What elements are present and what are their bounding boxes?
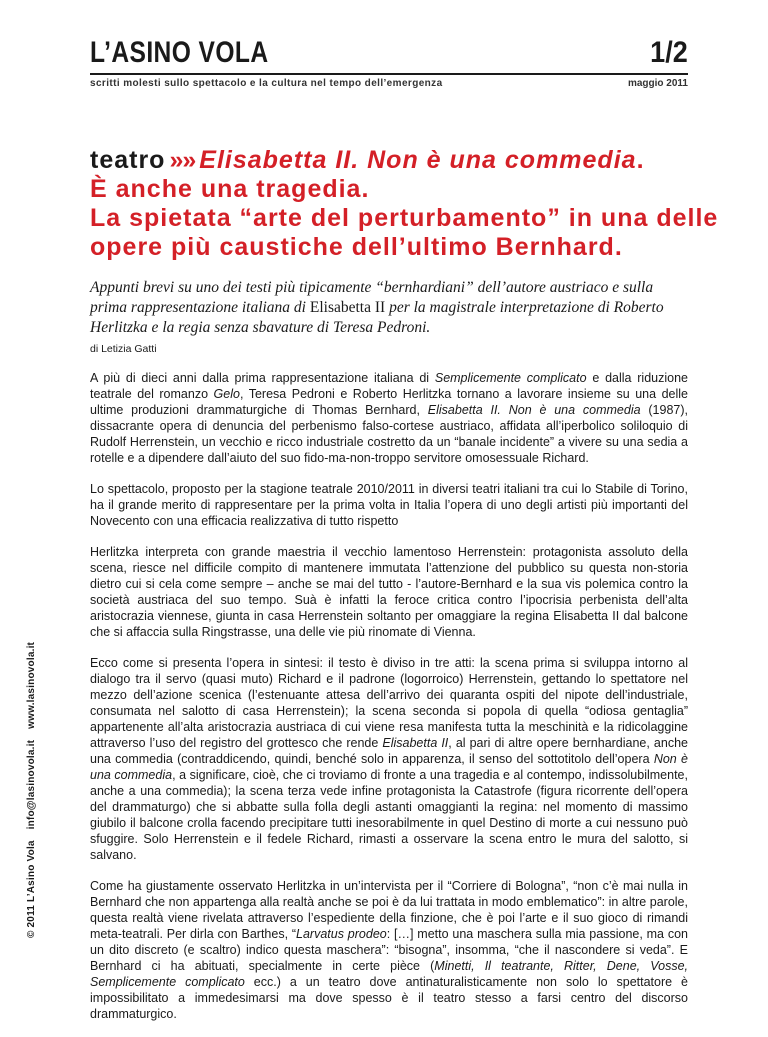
paragraph-3: Herlitzka interpreta con grande maestria il vecchio lamentoso Herrenstein: protagonista assoluto della scena, riesce nel difficile compito di mantenere immutata l’attenzione del pubblico su questa non-storia dietro cui si cela come sempre – anche se mai del tutto - l’autore-Bernhard e la sua vis polemica contro la società austriaca del suo tempo. Suà è infatti la feroce critica contro l’ipocrisia perbenista dell’alta aristocrazia viennese, giunta in casa Herrenstein soltanto per omaggiare la regina Elisabetta II dal balcone che si affaccia sulla Ringstrasse, una delle vie più rinomate di Vienna. [90, 545, 688, 639]
publication-tagline: scritti molesti sullo spettacolo e la cultura nel tempo dell’emergenza [90, 78, 443, 89]
standfirst-part-1: Appunti brevi su uno dei testi più tipicamente “bernhardiani” dell’autore austriaco e sulla prima rappresentazione italiana di [90, 279, 654, 316]
standfirst-part-2: per la magistrale interpretazione di Roberto Herlitzka e la regia senza sbavature di Teresa Pedroni. [90, 299, 664, 336]
byline: di Letizia Gatti [90, 343, 157, 355]
issue-number: 1/2 [650, 36, 688, 69]
masthead [90, 36, 688, 89]
text-run: , a significare, cioè, che ci troviamo di fronte a una tragedia e al contempo, indissolubilmente, anche a una commedia); la scena terza vede infine protagonista la Catastrofe (figura ricorrente dell’opera del drammaturgo) che si abbatte sulla folla degli astanti omaggianti la regina: nel momento di massimo giubilo il balcone crolla facendo precipitare tutti inesorabilmente in quel Destino di morte a cui nessuno può sfuggire. Solo Herrenstein e il fedele Richard, rimasti a osservare la scena entro le mura del salotto, si salvano. [90, 768, 688, 862]
copyright-notice: © 2011 L’Asino Vola [26, 840, 37, 938]
text-run: (1987), dissacrante opera di denuncia del perbenismo falso-cortese austriaco, affidata all’iperbolico soliloquio di Rudolf Herrenstein, un vecchio e ricco industriale costretto da un “banale incidente” a vivere su una sedia a rotelle e a dipendere dall’aiuto del suo fido-ma-non-troppo servitore omosessuale Richard. [90, 403, 688, 465]
title-period: . [636, 146, 645, 174]
article-body [90, 370, 688, 1037]
italic-title: Elisabetta II [382, 736, 449, 750]
text-run: : […] metto una maschera sulla mia passione, ma con un dito discreto (e scaltro) indico questa maschera”: “bisogna”, insomma, “che il nascondere si veda”. E Bernhard ci ha abituati, specialmente in certe pièce ( [90, 927, 688, 973]
standfirst [90, 278, 690, 338]
text-run: e dalla riduzione teatrale del romanzo [90, 371, 688, 401]
italic-title: Non è una commedia [90, 752, 688, 782]
text-run: , al pari di altre opere bernhardiane, anche una commedia (contraddicendo, quindi, benché solo in apparenza, il senso del sottotitolo dell’opera [90, 736, 688, 766]
article-headline [90, 146, 719, 262]
italic-title: Gelo [213, 387, 240, 401]
contact-email[interactable]: info@lasinovola.it [26, 739, 37, 830]
paragraph-5 [90, 878, 688, 1022]
publication-title: L’ASINO VOLA [90, 36, 269, 69]
standfirst-title: Elisabetta II [309, 299, 386, 316]
headline-line-2: È anche una tragedia. [90, 175, 370, 203]
headline-line-4: opere più caustiche dell’ultimo Bernhard. [90, 233, 623, 261]
text-run: Come ha giustamente osservato Herlitzka in un’intervista per il “Corriere di Bologna”, “non c’è mai nulla in Bernhard che non appartenga alla realtà anche se poi è da lui trattata in modo emblematico”: in altre parole, questa realtà viene rivelata attraverso l’espediente della finzione, che è poi l’arte e il suo gioco di rimandi meta-teatrali. Per dirla con Barthes, “ [90, 879, 688, 941]
masthead-rule [90, 73, 688, 75]
headline-line-3: La spietata “arte del perturbamento” in una delle [90, 204, 719, 232]
italic-title: Minetti, Il teatrante, Ritter, Dene, Vosse, Semplicemente complicato [90, 959, 688, 989]
issue-date: maggio 2011 [627, 78, 688, 89]
play-title: Elisabetta II. Non è una commedia [199, 146, 637, 174]
vertical-sidebar [26, 634, 37, 938]
website-link[interactable]: www.lasinovola.it [26, 641, 37, 729]
italic-title: Elisabetta II. Non è una commedia [427, 403, 641, 417]
text-run: ecc.) a un teatro dove antinaturalisticamente non solo lo spettatore è impossibilitato a immedesimarsi ma dove spesso è il teatro stesso a farsi centro del discorso drammaturgico. [90, 975, 688, 1021]
section-label: teatro [90, 146, 166, 174]
text-run: A più di dieci anni dalla prima rappresentazione italiana di [90, 371, 435, 385]
text-run: Ecco come si presenta l’opera in sintesi: il testo è diviso in tre atti: la scena prima si sviluppa intorno al dialogo tra il servo (quasi muto) Richard e il padrone (logorroico) Herrenstein, gettando lo spettatore nel mezzo dell’azione scenica (l’estenuante attesa dell’arrivo dei quaranta ospiti del nipote dell’industriale, consumata nel salotto di casa Herrenstein); la scena seconda si popola di quella “odiosa gentaglia” appartenente all’alta aristocrazia austriaca di cui viene resa manifesta tutta la meschinità e la ridicolaggine attraverso l’uso del registro del grottesco che rende [90, 656, 688, 750]
text-run: , Teresa Pedroni e Roberto Herlitzka tornano a lavorare insieme su una delle ultime produzioni drammaturgiche di Thomas Bernhard, [90, 387, 688, 417]
paragraph-4 [90, 655, 688, 863]
italic-title: Semplicemente complicato [434, 371, 587, 385]
paragraph-2: Lo spettacolo, proposto per la stagione teatrale 2010/2011 in diversi teatri italiani tra cui lo Stabile di Torino, ha il grande merito di rappresentare per la prima volta in Italia l’opera di uno degli artisti più importanti del Novecento con una efficacia realizzativa di tutto rispetto [90, 482, 688, 528]
headline-line-1 [90, 146, 710, 175]
paragraph-1 [90, 370, 688, 466]
section-arrows: »» [169, 146, 196, 174]
italic-quote: Larvatus prodeo [296, 927, 387, 941]
